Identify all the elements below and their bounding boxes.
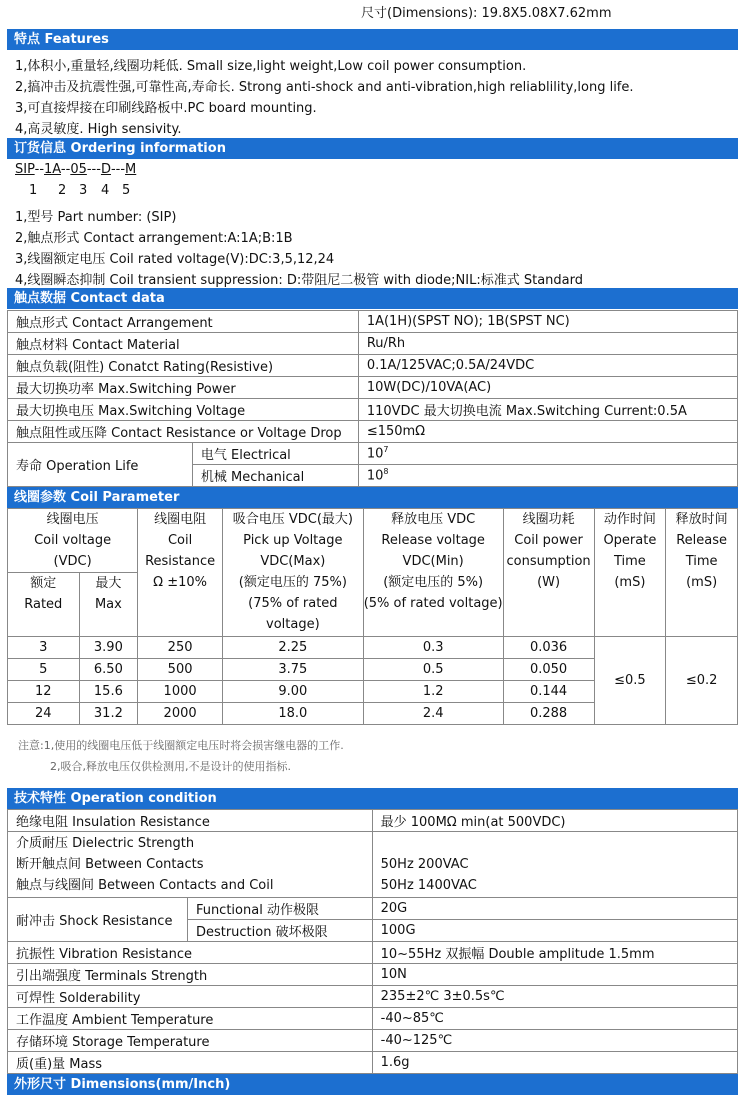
contact-label: 触点形式 Contact Arrangement (8, 311, 359, 333)
destruction-value: 100G (372, 920, 737, 942)
h-text: 最大 (95, 576, 122, 591)
cell: 24 (8, 703, 80, 725)
code-voltage: 05 (70, 162, 87, 177)
cell: 0.3 (363, 637, 503, 659)
between-contacts-value: 50Hz 200VAC (380, 857, 469, 872)
op-value: -40~125℃ (372, 1030, 737, 1052)
h-text: Coil power (514, 533, 583, 548)
code-sep: -- (60, 162, 71, 177)
coil-note-1: 注意:1,使用的线圈电压低于线圈额定电压时将会损害继电器的工作. (18, 739, 344, 752)
contacts-coil-value: 50Hz 1400VAC (380, 878, 477, 893)
h-text: (5% of rated voltage) (363, 596, 503, 611)
cell: 1.2 (363, 681, 503, 703)
h-pickup (222, 509, 363, 637)
h-text: Release voltage (381, 533, 485, 548)
h-text: 动作时间 (603, 512, 656, 527)
outline-header: 外形尺寸 Dimensions(mm/Inch) (7, 1074, 738, 1095)
contact-value: 10W(DC)/10VA(AC) (358, 377, 737, 399)
life-label: 寿命 Operation Life (8, 443, 193, 487)
table-row (8, 509, 738, 573)
cell: 6.50 (79, 659, 138, 681)
table-row (8, 311, 738, 333)
h-power (503, 509, 594, 637)
h-text: 释放时间 (675, 512, 728, 527)
h-text: voltage) (266, 617, 320, 632)
cell: 0.050 (503, 659, 594, 681)
op-label: 抗振性 Vibration Resistance (8, 942, 373, 964)
dielectric-label: 介质耐压 Dielectric Strength (16, 836, 195, 851)
cell: 2.25 (222, 637, 363, 659)
op-label: 可焊性 Solderability (8, 986, 373, 1008)
h-text: Max (94, 597, 122, 612)
table-row (8, 355, 738, 377)
order-item-4: 4,线圈瞬态抑制 Coil transient suppression: D:带阻尼二极管 with diode;NIL:标准式 Standard (15, 273, 583, 288)
contact-label: 最大切换功率 Max.Switching Power (8, 377, 359, 399)
operation-table (7, 809, 738, 1074)
h-rated (8, 573, 80, 637)
h-text: 线圈电压 (46, 512, 99, 527)
contact-value: 0.1A/125VAC;0.5A/24VDC (358, 355, 737, 377)
functional-label: Functional 动作极限 (187, 898, 372, 920)
table-row (8, 942, 738, 964)
code-sep: --- (110, 162, 126, 177)
contact-table (7, 310, 738, 487)
code-sep: -- (34, 162, 45, 177)
h-text: VDC(Min) (402, 554, 464, 569)
h-text: Coil (167, 533, 193, 548)
op-value: -40~85℃ (372, 1008, 737, 1030)
cell: 2000 (138, 703, 223, 725)
cell: 0.036 (503, 637, 594, 659)
order-item-1: 1,型号 Part number: (SIP) (15, 210, 177, 225)
cell: 5 (8, 659, 80, 681)
electrical-exp: 7 (383, 445, 389, 455)
h-text: (VDC) (53, 554, 92, 569)
shock-label: 耐冲击 Shock Resistance (8, 898, 188, 942)
coil-note-2: 2,吸合,释放电压仅供检测用,不是设计的使用指标. (50, 760, 291, 773)
h-text: Rated (24, 597, 63, 612)
h-text: consumption (506, 554, 591, 569)
ordering-header: 订货信息 Ordering information (7, 138, 738, 159)
h-text: Resistance (145, 554, 216, 569)
code-sep: --- (86, 162, 101, 177)
mechanical-base: 10 (366, 468, 384, 484)
cell: 31.2 (79, 703, 138, 725)
h-text: Pick up Voltage (243, 533, 343, 548)
contact-value: 1A(1H)(SPST NO); 1B(SPST NC) (358, 311, 737, 333)
contacts-coil-label: 触点与线圈间 Between Contacts and Coil (16, 878, 274, 893)
coil-header: 线圈参数 Coil Parameter (7, 487, 738, 508)
cell: 250 (138, 637, 223, 659)
op-label: 绝缘电阻 Insulation Resistance (8, 810, 373, 832)
electrical-value (358, 443, 737, 465)
h-text: Time (685, 554, 718, 569)
code-contact: 1A (44, 162, 61, 177)
op-value: 10~55Hz 双振幅 Double amplitude 1.5mm (372, 942, 737, 964)
op-label: 质(重)量 Mass (8, 1052, 373, 1074)
op-label-group (8, 832, 373, 898)
contact-label: 触点材料 Contact Material (8, 333, 359, 355)
h-text: 线圈功耗 (522, 512, 575, 527)
op-value: 1.6g (372, 1052, 737, 1074)
code-pos-3: 3 (79, 183, 88, 198)
cell: 3 (8, 637, 80, 659)
mechanical-value (358, 465, 737, 487)
cell: 18.0 (222, 703, 363, 725)
op-value: 最少 100MΩ min(at 500VDC) (372, 810, 737, 832)
code-suffix: M (125, 162, 137, 177)
h-text: Operate (603, 533, 657, 548)
table-row (8, 443, 738, 465)
feature-4: 4,高灵敏度. High sensivity. (15, 122, 182, 137)
h-text: (mS) (686, 575, 718, 590)
table-row (8, 377, 738, 399)
electrical-base: 10 (366, 446, 384, 462)
op-label: 存储环境 Storage Temperature (8, 1030, 373, 1052)
contact-value: Ru/Rh (358, 333, 737, 355)
cell: 12 (8, 681, 80, 703)
h-text: 额定 (30, 576, 57, 591)
h-voltage (8, 509, 138, 573)
cell: 2.4 (363, 703, 503, 725)
cell: 0.144 (503, 681, 594, 703)
table-row (8, 333, 738, 355)
order-item-3: 3,线圈额定电压 Coil rated voltage(V):DC:3,5,12,24 (15, 252, 335, 267)
h-text: VDC(Max) (260, 554, 326, 569)
op-value: 10N (372, 964, 737, 986)
coil-table (7, 508, 738, 725)
h-max (79, 573, 138, 637)
h-operate (594, 509, 666, 637)
cell: 1000 (138, 681, 223, 703)
dimensions-top: 尺寸(Dimensions): 19.8X5.08X7.62mm (361, 6, 612, 21)
table-row (8, 399, 738, 421)
feature-3: 3,可直接焊接在印刷线路板中.PC board mounting. (15, 101, 317, 116)
contact-header: 触点数据 Contact data (7, 288, 738, 309)
between-contacts-label: 断开触点间 Between Contacts (16, 857, 204, 872)
h-text: Release (676, 533, 728, 548)
contact-label: 触点负载(阻性) Conatct Rating(Resistive) (8, 355, 359, 377)
contact-value: ≤150mΩ (358, 421, 737, 443)
order-code (15, 162, 136, 177)
release-time: ≤0.2 (666, 637, 738, 725)
h-text: 释放电压 VDC (391, 512, 476, 527)
code-pos-5: 5 (122, 183, 131, 198)
cell: 3.90 (79, 637, 138, 659)
h-text: (mS) (614, 575, 646, 590)
cell: 3.75 (222, 659, 363, 681)
mechanical-exp: 8 (383, 467, 389, 477)
cell: 15.6 (79, 681, 138, 703)
cell: 9.00 (222, 681, 363, 703)
feature-2: 2,搞冲击及抗震性强,可靠性高,寿命长. Strong anti-shock and anti-vibration,high reliablility,long life. (15, 80, 634, 95)
op-label: 引出端强度 Terminals Strength (8, 964, 373, 986)
order-item-2: 2,触点形式 Contact arrangement:A:1A;B:1B (15, 231, 293, 246)
h-text: Coil voltage (34, 533, 112, 548)
feature-1: 1,体积小,重量轻,线圈功耗低. Small size,light weight,Low coil power consumption. (15, 59, 527, 74)
h-resistance (138, 509, 223, 637)
h-text: Time (613, 554, 646, 569)
contact-label: 触点阻性或压降 Contact Resistance or Voltage Drop (8, 421, 359, 443)
table-row (8, 1052, 738, 1074)
cell: 0.288 (503, 703, 594, 725)
h-text: 线圈电阻 (154, 512, 207, 527)
functional-value: 20G (372, 898, 737, 920)
table-row (8, 421, 738, 443)
table-row (8, 964, 738, 986)
table-row (8, 1030, 738, 1052)
cell: 500 (138, 659, 223, 681)
h-text: (额定电压的 75%) (238, 575, 347, 590)
code-pos-4: 4 (101, 183, 110, 198)
h-text: Ω ±10% (153, 575, 208, 590)
h-text: (W) (537, 575, 561, 590)
code-pos-2: 2 (58, 183, 67, 198)
code-pos-1: 1 (29, 183, 38, 198)
table-row (8, 898, 738, 920)
table-row (8, 810, 738, 832)
operation-header: 技术特性 Operation condition (7, 788, 738, 809)
cell: 0.5 (363, 659, 503, 681)
operate-time: ≤0.5 (594, 637, 666, 725)
mechanical-label: 机械 Mechanical (192, 465, 358, 487)
h-release (363, 509, 503, 637)
code-suppression: D (100, 162, 111, 177)
h-text: (额定电压的 5%) (383, 575, 484, 590)
table-row (8, 1008, 738, 1030)
table-row (8, 637, 738, 659)
op-label: 工作温度 Ambient Temperature (8, 1008, 373, 1030)
table-row (8, 986, 738, 1008)
h-releasetime (666, 509, 738, 637)
op-value: 235±2℃ 3±0.5s℃ (372, 986, 737, 1008)
op-value-group (372, 832, 737, 898)
h-text: 吸合电压 VDC(最大) (232, 512, 353, 527)
electrical-label: 电气 Electrical (192, 443, 358, 465)
destruction-label: Destruction 破坏极限 (187, 920, 372, 942)
table-row (8, 832, 738, 898)
code-part: SIP (15, 162, 35, 177)
contact-label: 最大切换电压 Max.Switching Voltage (8, 399, 359, 421)
contact-value: 110VDC 最大切换电流 Max.Switching Current:0.5A (358, 399, 737, 421)
h-text: (75% of rated (248, 596, 338, 611)
features-header: 特点 Features (7, 29, 738, 50)
